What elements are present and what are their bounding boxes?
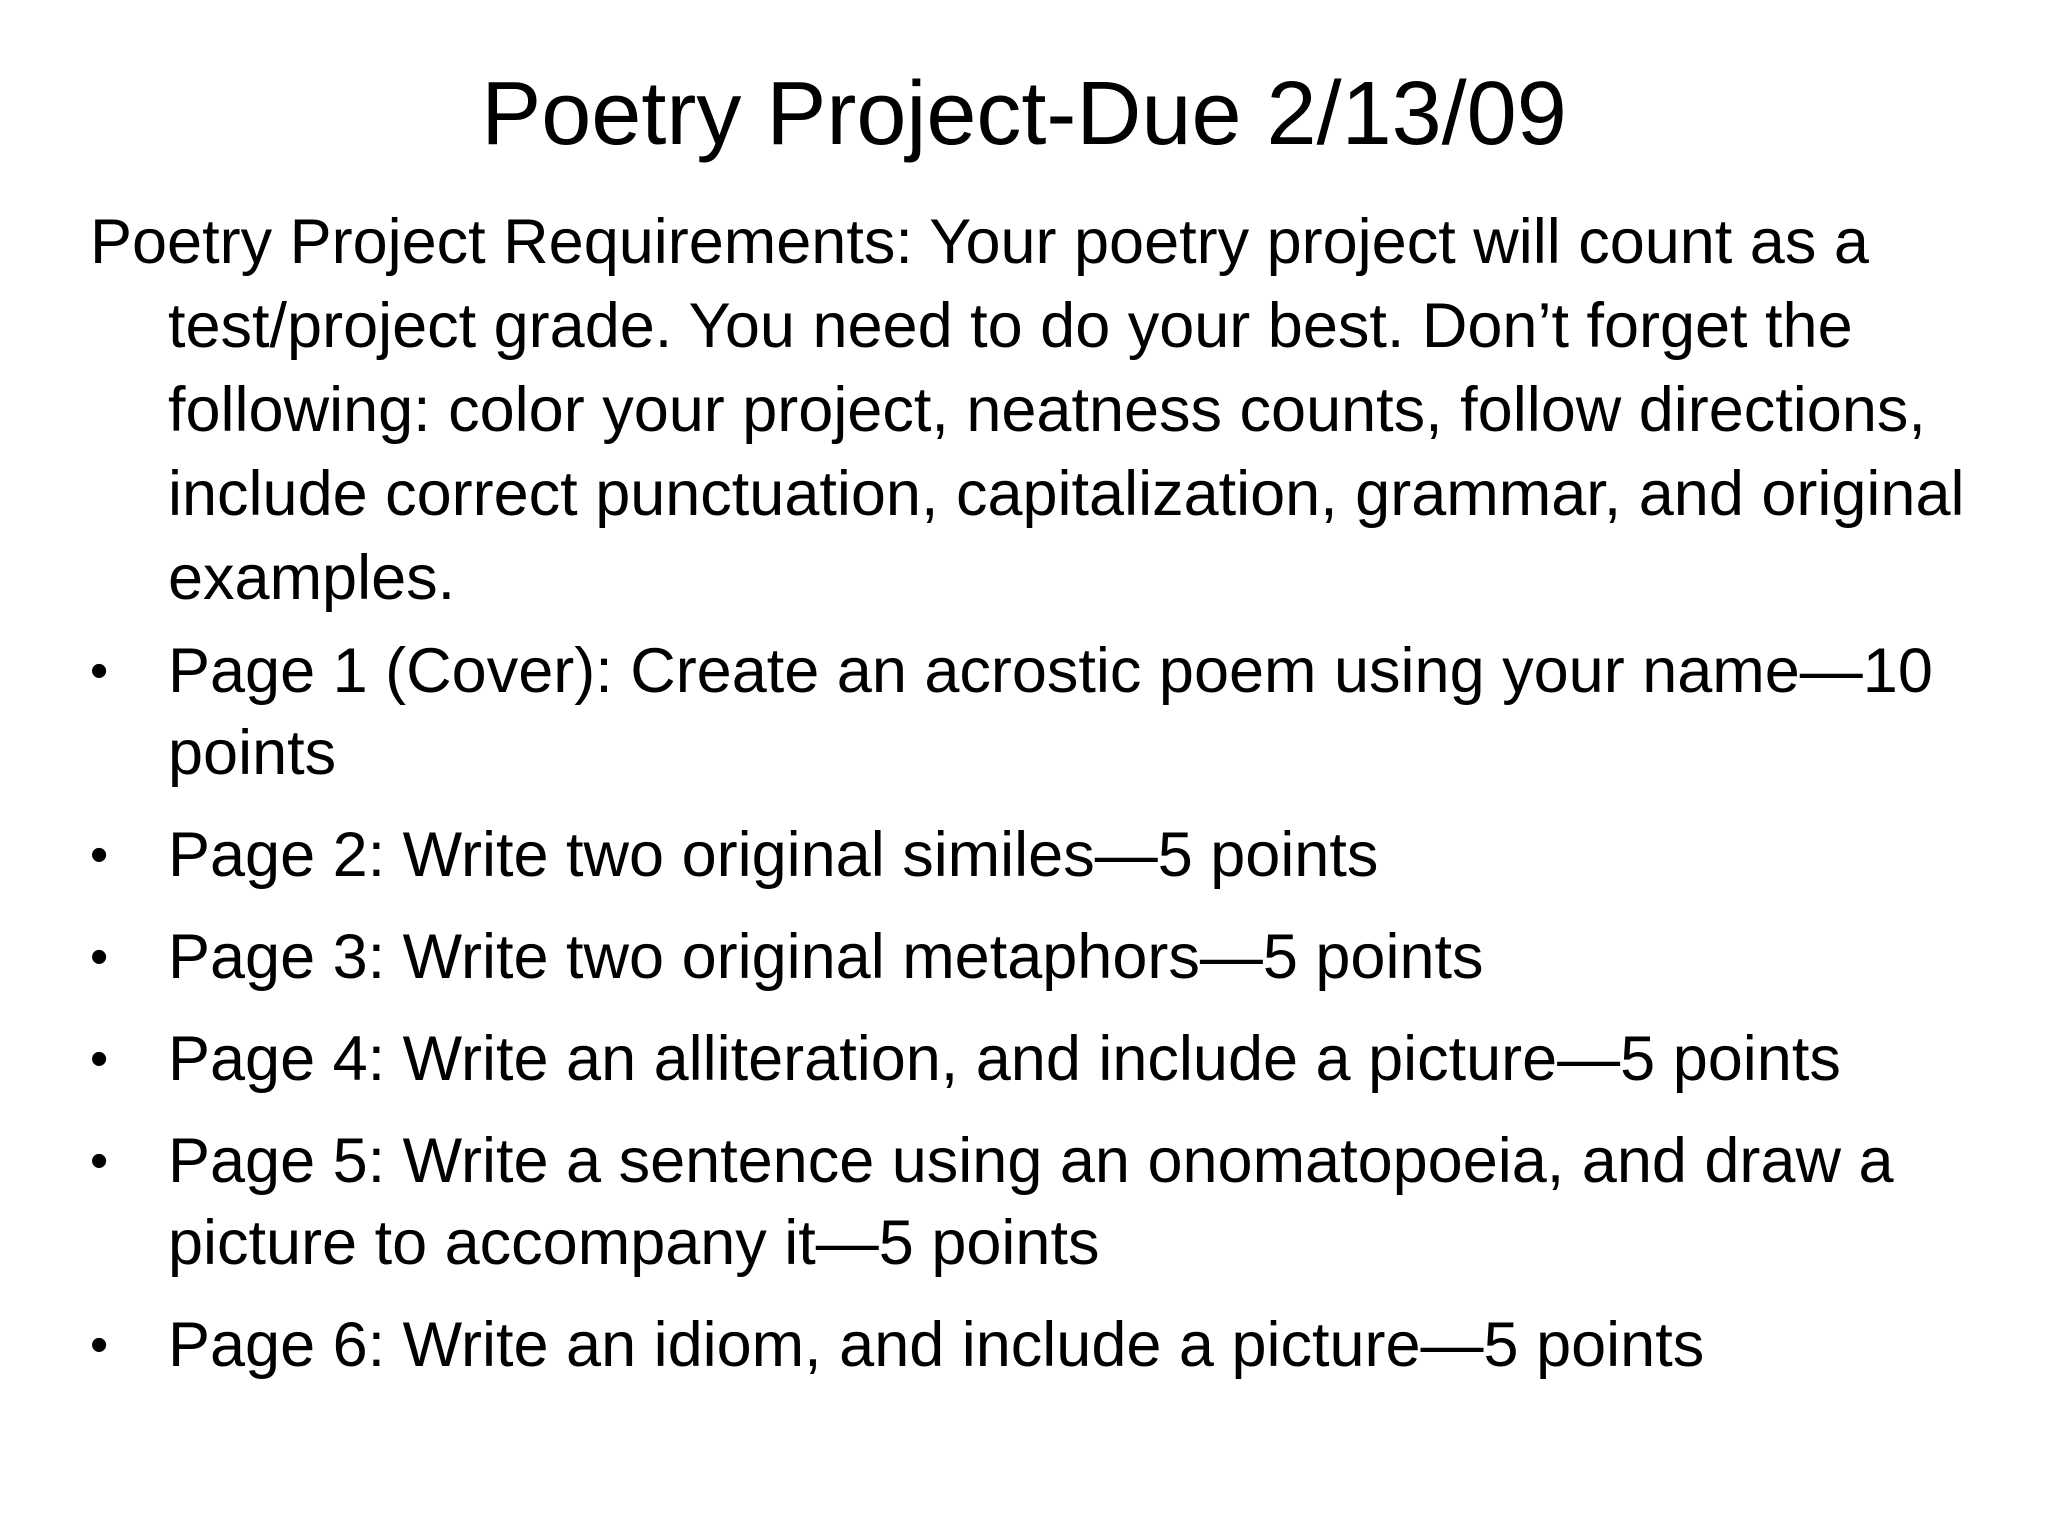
bullet-icon: •	[90, 1132, 109, 1190]
list-item-text: Page 1 (Cover): Create an acrostic poem using your name—10 points	[168, 636, 1933, 788]
list-item-text: Page 3: Write two original metaphors—5 points	[168, 922, 1484, 992]
list-item	[90, 814, 1990, 896]
list-item-text: Page 4: Write an alliteration, and include a picture—5 points	[168, 1024, 1841, 1094]
bullet-icon: •	[90, 1030, 109, 1088]
bullet-icon: •	[90, 1316, 109, 1374]
list-item-text: Page 6: Write an idiom, and include a picture—5 points	[168, 1310, 1705, 1380]
intro-paragraph: Poetry Project Requirements: Your poetry project will count as a test/project grade. You need to do your best. Don’t forget the following: color your project, neatness counts, follow directions, include correct punctuation, capitalization, grammar, and original examples.	[90, 207, 1965, 613]
bullet-icon: •	[90, 642, 109, 700]
slide-body	[90, 200, 1990, 1406]
list-item-text: Page 2: Write two original similes—5 points	[168, 820, 1379, 890]
slide-title: Poetry Project-Due 2/13/09	[481, 64, 1567, 164]
list-item	[90, 1304, 1990, 1386]
list-item	[90, 630, 1990, 794]
requirements-list	[90, 630, 1990, 1386]
bullet-icon: •	[90, 826, 109, 884]
list-item	[90, 1120, 1990, 1284]
list-item-text: Page 5: Write a sentence using an onomatopoeia, and draw a picture to accompany it—5 points	[168, 1126, 1894, 1278]
bullet-icon: •	[90, 928, 109, 986]
list-item	[90, 916, 1990, 998]
list-item	[90, 1018, 1990, 1100]
